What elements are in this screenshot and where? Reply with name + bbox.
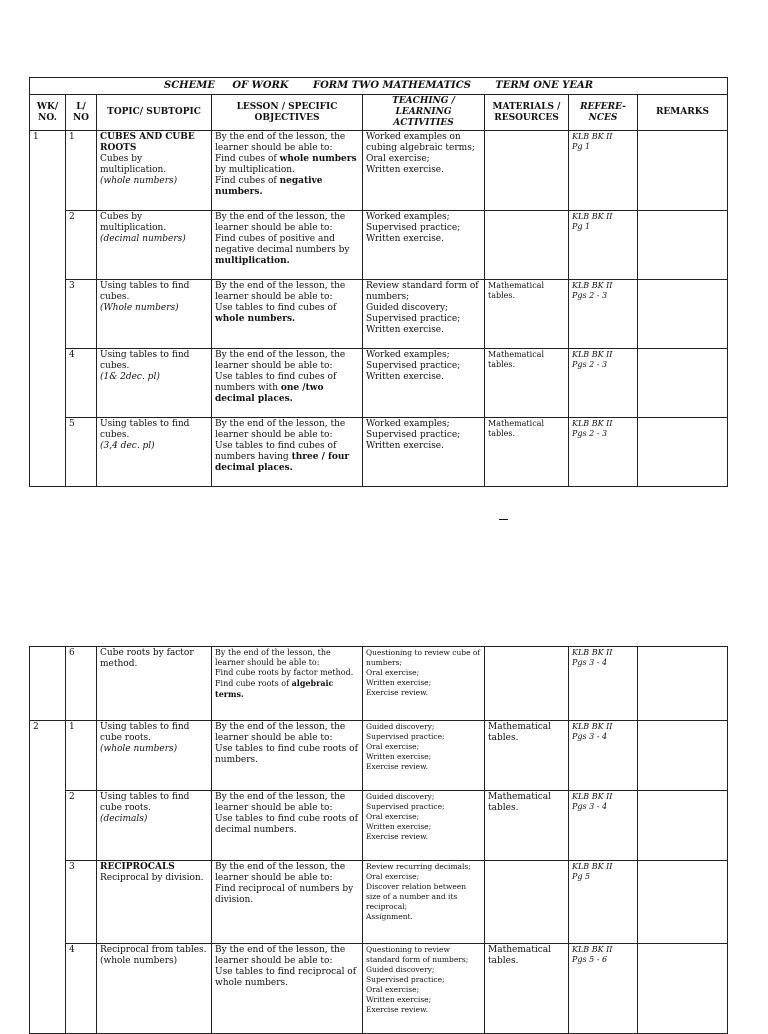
materials-cell: [485, 211, 569, 280]
activity: Written exercise;: [366, 995, 432, 1004]
references-cell: [569, 211, 638, 280]
scheme-table-page-1: [29, 77, 728, 487]
objectives-intro: By the end of the lesson, the learner should be able to:: [215, 350, 346, 371]
activity: Oral exercise;: [366, 742, 420, 751]
activity: Guided discovery;: [366, 792, 435, 801]
activity: Exercise review.: [366, 1005, 429, 1014]
objective-bold: whole numbers: [215, 314, 293, 324]
activity: Written exercise;: [366, 752, 432, 761]
lesson-number: 6: [66, 647, 97, 721]
objectives-intro: By the end of the lesson, the learner should be able to:: [215, 419, 346, 440]
objective-text: Use tables to find cubes of numbers with: [215, 372, 337, 393]
activity: Questioning to review standard form of numbers;: [366, 945, 469, 964]
subtopic: Cube roots by factor method.: [100, 648, 194, 669]
subtopic: Using tables to find cube roots.: [100, 792, 190, 813]
objectives-cell: By the end of the lesson, the learner should be able to: Use tables to find cubes of numbers having three / four decimal places.: [212, 418, 363, 487]
activity: Exercise review.: [366, 832, 429, 841]
activity: Exercise review.: [366, 762, 429, 771]
references-cell: [569, 861, 638, 944]
activity: Supervised practice;: [366, 802, 445, 811]
table-row: [30, 418, 728, 487]
materials-cell: Mathematical tables.: [485, 349, 569, 418]
reference-book: KLB BK II: [572, 862, 613, 871]
activities-cell: [363, 861, 485, 944]
reference-pages: Pgs 2 - 3: [572, 429, 608, 438]
topic-cell: [97, 280, 212, 349]
objective-bold: three / four decimal places: [215, 452, 350, 473]
reference-pages: Pgs 3 - 4: [572, 658, 608, 667]
activities-cell: [363, 791, 485, 861]
header-remarks: REMARKS: [638, 95, 728, 131]
table-row: [30, 211, 728, 280]
subtopic: Using tables to find cubes.: [100, 350, 190, 371]
materials-cell: [485, 647, 569, 721]
subtopic-note: (Whole numbers): [100, 303, 179, 313]
header-materials: MATERIALS / RESOURCES: [485, 95, 569, 131]
subtopic-note: (3,4 dec. pl): [100, 441, 155, 451]
week-cell: 2: [30, 721, 66, 1034]
activity: Supervised practice;: [366, 314, 461, 324]
objective-text: Find cubes of positive and negative decimal numbers by: [215, 234, 350, 255]
activity: Written exercise.: [366, 325, 444, 335]
objective-text: Use tables to find cubes of: [215, 303, 337, 313]
activity: Worked examples;: [366, 212, 450, 222]
lesson-number: 3: [66, 280, 97, 349]
objective-text: Find cubes of: [215, 176, 277, 186]
table-row: [30, 791, 728, 861]
references-cell: [569, 418, 638, 487]
references-cell: [569, 131, 638, 211]
objective-text: Find cube roots of: [215, 679, 290, 688]
remarks-cell: [638, 131, 728, 211]
reference-book: KLB BK II: [572, 132, 613, 141]
reference-pages: Pgs 3 - 4: [572, 732, 608, 741]
remarks-cell: [638, 647, 728, 721]
objectives-intro: By the end of the lesson, the learner should be able to:: [215, 132, 346, 153]
subtopic-note: (1& 2dec. pl): [100, 372, 160, 382]
topic-heading: CUBES AND CUBE ROOTS: [100, 132, 195, 153]
activity: Questioning to review cube of numbers;: [366, 648, 481, 667]
table-row: [30, 349, 728, 418]
table-row: [30, 647, 728, 721]
activity: Guided discovery;: [366, 303, 449, 313]
objectives-cell: By the end of the lesson, the learner should be able to: Find cubes of positive and negative decimal numbers by multiplication.: [212, 211, 363, 280]
title-form: FORM TWO MATHEMATICS: [313, 80, 471, 91]
objective-bold: negative numbers: [215, 176, 323, 197]
reference-book: KLB BK II: [572, 419, 613, 428]
activity: Oral exercise;: [366, 668, 420, 677]
objectives-cell: [212, 861, 363, 944]
objective-bold: multiplication: [215, 256, 287, 266]
activity: Written exercise;: [366, 822, 432, 831]
topic-cell: [97, 647, 212, 721]
activity: Assignment.: [366, 912, 413, 921]
activities-cell: [363, 280, 485, 349]
materials-cell: Mathematical tables.: [485, 791, 569, 861]
remarks-cell: [638, 418, 728, 487]
references-cell: [569, 791, 638, 861]
materials-cell: Mathematical tables.: [485, 944, 569, 1034]
activities-cell: [363, 721, 485, 791]
objective-bold: whole numbers: [279, 154, 357, 164]
header-activities: TEACHING / LEARNING ACTIVITIES: [363, 95, 485, 131]
reference-pages: Pgs 2 - 3: [572, 360, 608, 369]
scheme-title: [30, 78, 728, 95]
reference-book: KLB BK II: [572, 722, 613, 731]
objective-text: Find reciprocal of numbers by division.: [215, 884, 354, 905]
topic-cell: [97, 791, 212, 861]
objectives-cell: [212, 791, 363, 861]
objective-text: Use tables to find cube roots of decimal numbers.: [215, 814, 358, 835]
remarks-cell: [638, 791, 728, 861]
materials-cell: [485, 861, 569, 944]
subtopic: Reciprocal from tables.: [100, 945, 207, 955]
activity: Written exercise.: [366, 234, 444, 244]
lesson-number: 1: [66, 131, 97, 211]
objective-text: Find cubes of: [215, 154, 277, 164]
activity: Worked examples on cubing algebraic terms;: [366, 132, 475, 153]
reference-book: KLB BK II: [572, 281, 613, 290]
activity: Exercise review.: [366, 688, 429, 697]
objectives-intro: By the end of the lesson, the learner should be able to:: [215, 862, 346, 883]
objectives-cell: By the end of the lesson, the learner should be able to: Use tables to find cubes of whole numbers.: [212, 280, 363, 349]
references-cell: [569, 721, 638, 791]
objectives-intro: By the end of the lesson, the learner should be able to:: [215, 792, 346, 813]
activity: Oral exercise;: [366, 154, 430, 164]
lesson-number: 5: [66, 418, 97, 487]
objectives-intro: By the end of the lesson, the learner should be able to:: [215, 945, 346, 966]
scheme-table-page-2: [29, 646, 728, 1034]
table-row: [30, 131, 728, 211]
objective-text: Use tables to find cube roots of numbers.: [215, 744, 358, 765]
title-of-work: OF WORK: [232, 80, 289, 91]
activities-cell: [363, 647, 485, 721]
references-cell: [569, 349, 638, 418]
subtopic-note: (whole numbers): [100, 176, 178, 186]
stray-dash: [499, 519, 508, 520]
objectives-cell: [212, 721, 363, 791]
topic-heading: RECIPROCALS: [100, 862, 175, 872]
lesson-number: 4: [66, 349, 97, 418]
reference-book: KLB BK II: [572, 792, 613, 801]
subtopic: Cubes by multiplication.: [100, 212, 167, 233]
lesson-number: 1: [66, 721, 97, 791]
topic-cell: [97, 944, 212, 1034]
lesson-number: 3: [66, 861, 97, 944]
activities-cell: [363, 349, 485, 418]
topic-cell: [97, 418, 212, 487]
activity: Written exercise.: [366, 441, 444, 451]
objective-text: Use tables to find cubes of numbers having: [215, 441, 337, 462]
activity: Worked examples;: [366, 350, 450, 360]
activity: Worked examples;: [366, 419, 450, 429]
header-objectives: LESSON / SPECIFIC OBJECTIVES: [212, 95, 363, 131]
lesson-number: 4: [66, 944, 97, 1034]
lesson-number: 2: [66, 211, 97, 280]
activity: Review recurring decimals;: [366, 862, 471, 871]
references-cell: [569, 280, 638, 349]
activity: Supervised practice;: [366, 430, 461, 440]
reference-book: KLB BK II: [572, 350, 613, 359]
header-topic: TOPIC/ SUBTOPIC: [97, 95, 212, 131]
topic-cell: [97, 211, 212, 280]
reference-book: KLB BK II: [572, 648, 613, 657]
activity: Written exercise.: [366, 372, 444, 382]
activity: Supervised practice;: [366, 732, 445, 741]
reference-pages: Pgs 3 - 4: [572, 802, 608, 811]
reference-pages: Pgs 5 - 6: [572, 955, 608, 964]
remarks-cell: [638, 861, 728, 944]
subtopic: Cubes by multiplication.: [100, 154, 167, 175]
activities-cell: [363, 944, 485, 1034]
activities-cell: [363, 131, 485, 211]
subtopic: Reciprocal by division.: [100, 873, 204, 883]
activity: Discover relation between size of a number and its reciprocal;: [366, 882, 467, 911]
remarks-cell: [638, 211, 728, 280]
objectives-cell: By the end of the lesson, the learner should be able to: Find cubes of whole numbers by multiplication. Find cubes of negative numbers.: [212, 131, 363, 211]
materials-cell: Mathematical tables.: [485, 280, 569, 349]
activity: Written exercise;: [366, 678, 432, 687]
activity: Guided discovery;: [366, 722, 435, 731]
subtopic-note: (whole numbers): [100, 956, 178, 966]
subtopic-note: (decimals): [100, 814, 148, 824]
materials-cell: [485, 131, 569, 211]
activity: Supervised practice;: [366, 361, 461, 371]
objective-bold: one /two decimal places: [215, 383, 324, 404]
reference-pages: Pg 1: [572, 222, 591, 231]
remarks-cell: [638, 721, 728, 791]
materials-cell: Mathematical tables.: [485, 418, 569, 487]
subtopic-note: (decimal numbers): [100, 234, 186, 244]
activity: Supervised practice;: [366, 975, 445, 984]
topic-cell: [97, 721, 212, 791]
objectives-intro: By the end of the lesson, the learner should be able to:: [215, 281, 346, 302]
topic-cell: [97, 131, 212, 211]
table-row: [30, 721, 728, 791]
week-cell: 1: [30, 131, 66, 487]
table-row: [30, 861, 728, 944]
title-scheme: SCHEME: [164, 80, 215, 91]
activity: Oral exercise;: [366, 872, 420, 881]
reference-pages: Pg 5: [572, 872, 591, 881]
title-term: TERM ONE YEAR: [495, 80, 594, 91]
objectives-cell: By the end of the lesson, the learner should be able to: Use tables to find cubes of numbers with one /two decimal places.: [212, 349, 363, 418]
activity: Review standard form of numbers;: [366, 281, 479, 302]
activity: Supervised practice;: [366, 223, 461, 233]
reference-book: KLB BK II: [572, 945, 613, 954]
objectives-intro: By the end of the lesson, the learner should be able to:: [215, 212, 346, 233]
table-row: [30, 280, 728, 349]
materials-cell: Mathematical tables.: [485, 721, 569, 791]
reference-pages: Pgs 2 - 3: [572, 291, 608, 300]
subtopic: Using tables to find cubes.: [100, 419, 190, 440]
remarks-cell: [638, 280, 728, 349]
reference-pages: Pg 1: [572, 142, 591, 151]
objective-text: by multiplication.: [215, 165, 295, 175]
activity: Guided discovery;: [366, 965, 435, 974]
objectives-intro: By the end of the lesson, the learner should be able to:: [215, 648, 331, 667]
table-row: [30, 944, 728, 1034]
reference-book: KLB BK II: [572, 212, 613, 221]
activity: Oral exercise;: [366, 812, 420, 821]
objectives-cell: [212, 944, 363, 1034]
subtopic: Using tables to find cube roots.: [100, 722, 190, 743]
remarks-cell: [638, 349, 728, 418]
lesson-number: 2: [66, 791, 97, 861]
header-wk: WK/ NO.: [30, 95, 66, 131]
week-cell: [30, 647, 66, 721]
activities-cell: [363, 211, 485, 280]
subtopic-note: (whole numbers): [100, 744, 178, 754]
topic-cell: [97, 349, 212, 418]
references-cell: [569, 944, 638, 1034]
objectives-intro: By the end of the lesson, the learner should be able to:: [215, 722, 346, 743]
objective-text: Use tables to find reciprocal of whole numbers.: [215, 967, 357, 988]
objectives-cell: By the end of the lesson, the learner should be able to: Find cube roots by factor method. Find cube roots of algebraic terms.: [212, 647, 363, 721]
activity: Oral exercise;: [366, 985, 420, 994]
activity: Written exercise.: [366, 165, 444, 175]
references-cell: [569, 647, 638, 721]
header-lno: L/ NO: [66, 95, 97, 131]
activities-cell: [363, 418, 485, 487]
topic-cell: [97, 861, 212, 944]
header-references: REFERE-NCES: [569, 95, 638, 131]
subtopic: Using tables to find cubes.: [100, 281, 190, 302]
objective-bold: algebraic terms: [215, 678, 334, 699]
objective-text: Find cube roots by factor method.: [215, 668, 354, 677]
remarks-cell: [638, 944, 728, 1034]
